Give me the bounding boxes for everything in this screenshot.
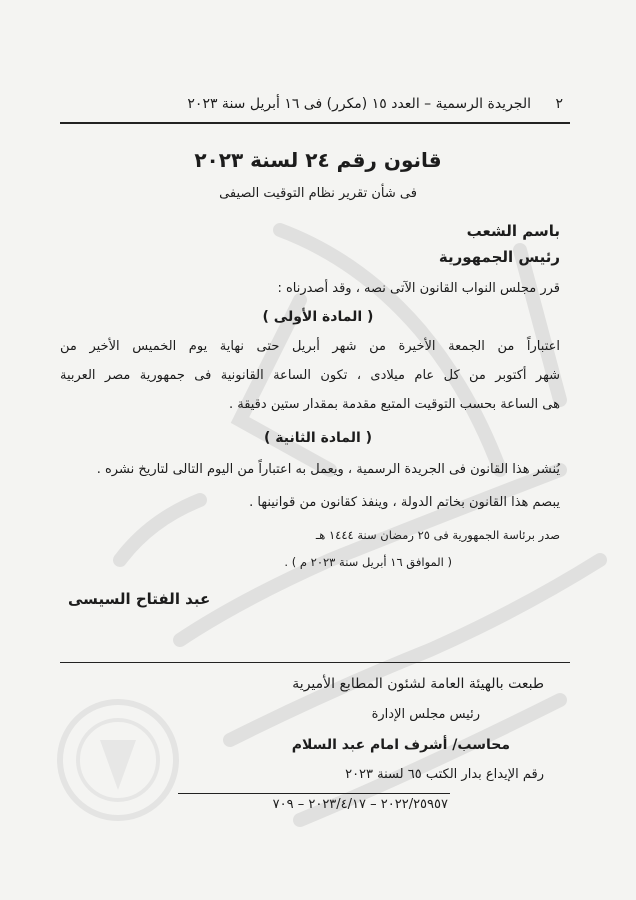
article-1-line: شهر أكتوبر من كل عام ميلادى ، تكون الساعة القانونية فى جمهورية مصر العربية: [60, 368, 560, 383]
printer-line: طبعت بالهيئة العامة لشئون المطابع الأميرية: [292, 676, 544, 692]
president-title: رئيس الجمهورية: [438, 248, 560, 266]
law-subtitle: فى شأن تقرير نظام التوقيت الصيفى: [219, 186, 417, 201]
article-1-heading: ( المادة الأولى ): [262, 309, 374, 325]
accountant-name: محاسب/ أشرف امام عبد السلام: [291, 737, 510, 753]
article-1-line: هى الساعة بحسب التوقيت المتبع مقدمة بمقدار ستين دقيقة .: [228, 397, 560, 412]
gazette-header: الجريدة الرسمية – العدد ١٥ (مكرر) فى ١٦ أبريل سنة ٢٠٢٣: [187, 96, 531, 112]
board-chair-title: رئيس مجلس الإدارة: [371, 707, 480, 722]
header-divider: [60, 122, 570, 124]
page-number: ٢: [555, 96, 563, 112]
preamble: قرر مجلس النواب القانون الآتى نصه ، وقد أصدرناه :: [277, 281, 560, 296]
reference-number: ٢٠٢٢/٢٥٩٥٧ – ٢٠٢٣/٤/١٧ – ٧٠٩: [272, 797, 448, 812]
deposit-number: رقم الإيداع بدار الكتب ٦٥ لسنة ٢٠٢٣: [345, 767, 544, 782]
president-signature: عبد الفتاح السيسى: [68, 590, 211, 608]
issuance-date-gregorian: ( الموافق ١٦ أبريل سنة ٢٠٢٣ م ) .: [284, 555, 452, 569]
law-title: قانون رقم ٢٤ لسنة ٢٠٢٣: [194, 148, 442, 172]
article-1-line: اعتباراً من الجمعة الأخيرة من شهر أبريل حتى نهاية يوم الخميس الأخير من: [60, 339, 560, 354]
reference-divider: [178, 793, 450, 794]
article-2-line: يبصم هذا القانون بخاتم الدولة ، وينفذ كقانون من قوانينها .: [249, 495, 560, 510]
issuance-date-hijri: صدر برئاسة الجمهورية فى ٢٥ رمضان سنة ١٤٤٤ هـ: [315, 528, 560, 542]
article-2-heading: ( المادة الثانية ): [263, 430, 373, 446]
footer-divider: [60, 662, 570, 663]
in-name-of-people: باسم الشعب: [466, 222, 560, 240]
article-2-line: يُنشر هذا القانون فى الجريدة الرسمية ، ويعمل به اعتباراً من اليوم التالى لتاريخ نشره .: [96, 462, 560, 477]
